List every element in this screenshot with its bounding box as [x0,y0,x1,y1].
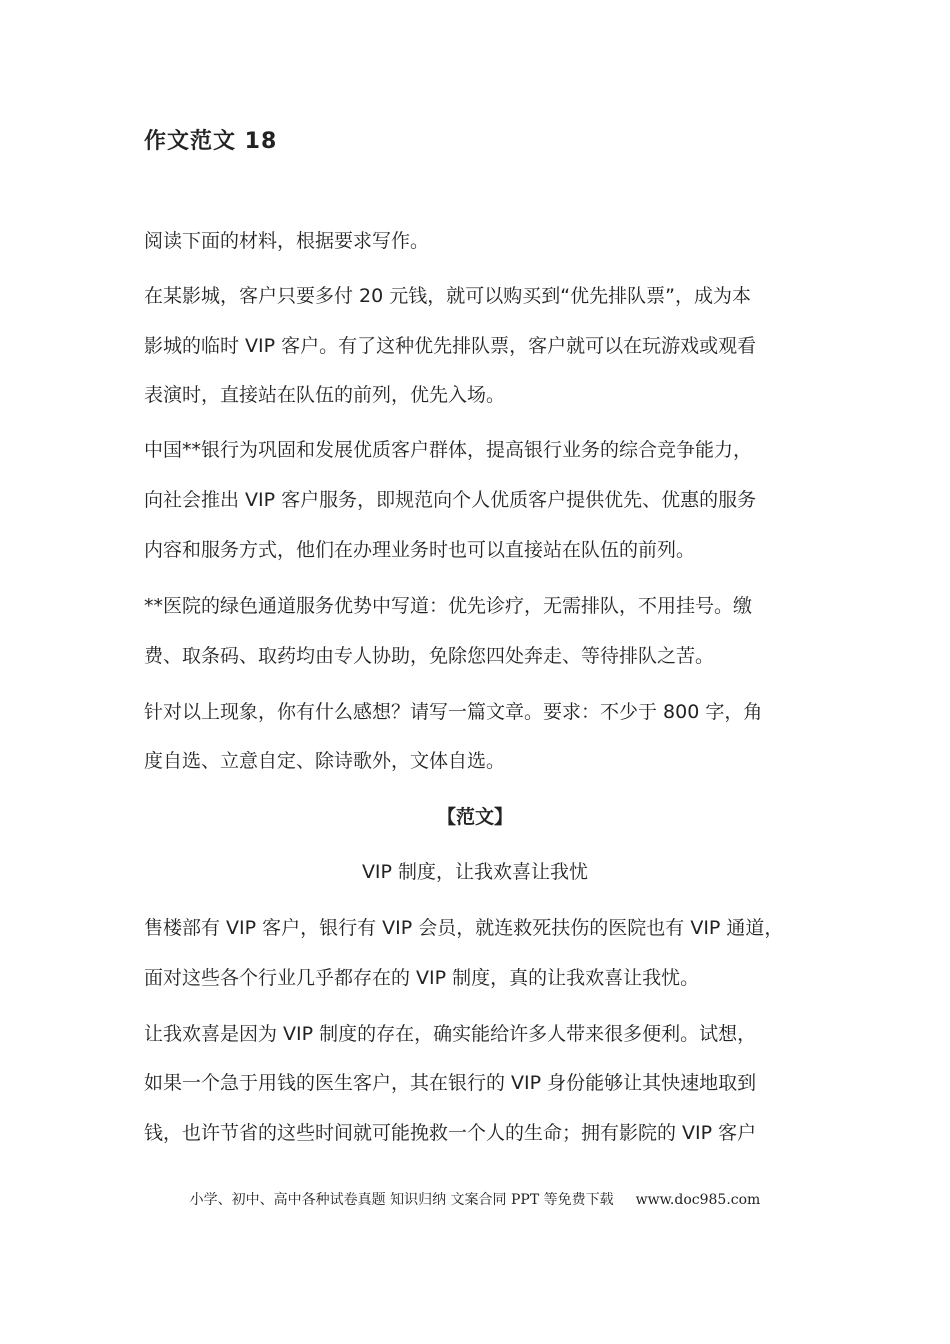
prompt-line: 向社会推出 VIP 客户服务，即规范向个人优质客户提供优先、优惠的服务 [144,489,757,511]
essay-label: 【范文】 [436,806,513,828]
prompt-line: 影城的临时 VIP 客户。有了这种优先排队票，客户就可以在玩游戏或观看 [144,335,757,357]
prompt-line: 表演时，直接站在队伍的前列，优先入场。 [144,384,506,406]
prompt-line: 费、取条码、取药均由专人协助，免除您四处奔走、等待排队之苦。 [144,645,715,667]
essay-line: 面对这些各个行业几乎都存在的 VIP 制度，真的让我欢喜让我忧。 [144,967,700,989]
prompt-line: 中国**银行为巩固和发展优质客户群体，提高银行业务的综合竞争能力， [144,439,753,461]
prompt-line: 针对以上现象，你有什么感想？请写一篇文章。要求：不少于 800 字，角 [144,701,763,723]
footer-site-link[interactable]: www.doc985.com [635,1192,761,1208]
essay-line: 售楼部有 VIP 客户，银行有 VIP 会员，就连救死扶伤的医院也有 VIP 通道， [144,917,784,939]
prompt-line: 阅读下面的材料，根据要求写作。 [144,230,430,252]
prompt-line: 在某影城，客户只要多付 20 元钱，就可以购买到“优先排队票”，成为本 [144,285,751,307]
essay-line: 钱，也许节省的这些时间就可能挽救一个人的生命；拥有影院的 VIP 客户 [144,1122,757,1144]
essay-heading: VIP 制度，让我欢喜让我忧 [361,861,589,883]
prompt-line: 内容和服务方式，他们在办理业务时也可以直接站在队伍的前列。 [144,539,696,561]
prompt-line: **医院的绿色通道服务优势中写道：优先诊疗，无需排队，不用挂号。缴 [144,595,753,617]
essay-line: 如果一个急于用钱的医生客户，其在银行的 VIP 身份能够让其快速地取到 [144,1072,757,1094]
page-title: 作文范文 18 [144,129,278,154]
prompt-line: 度自选、立意自定、除诗歌外，文体自选。 [144,750,506,772]
essay-line: 让我欢喜是因为 VIP 制度的存在，确实能给许多人带来很多便利。试想， [144,1023,757,1045]
footer-text: 小学、初中、高中各种试卷真题 知识归纳 文案合同 PPT 等免费下载 [189,1192,614,1208]
page-footer [0,1189,950,1209]
